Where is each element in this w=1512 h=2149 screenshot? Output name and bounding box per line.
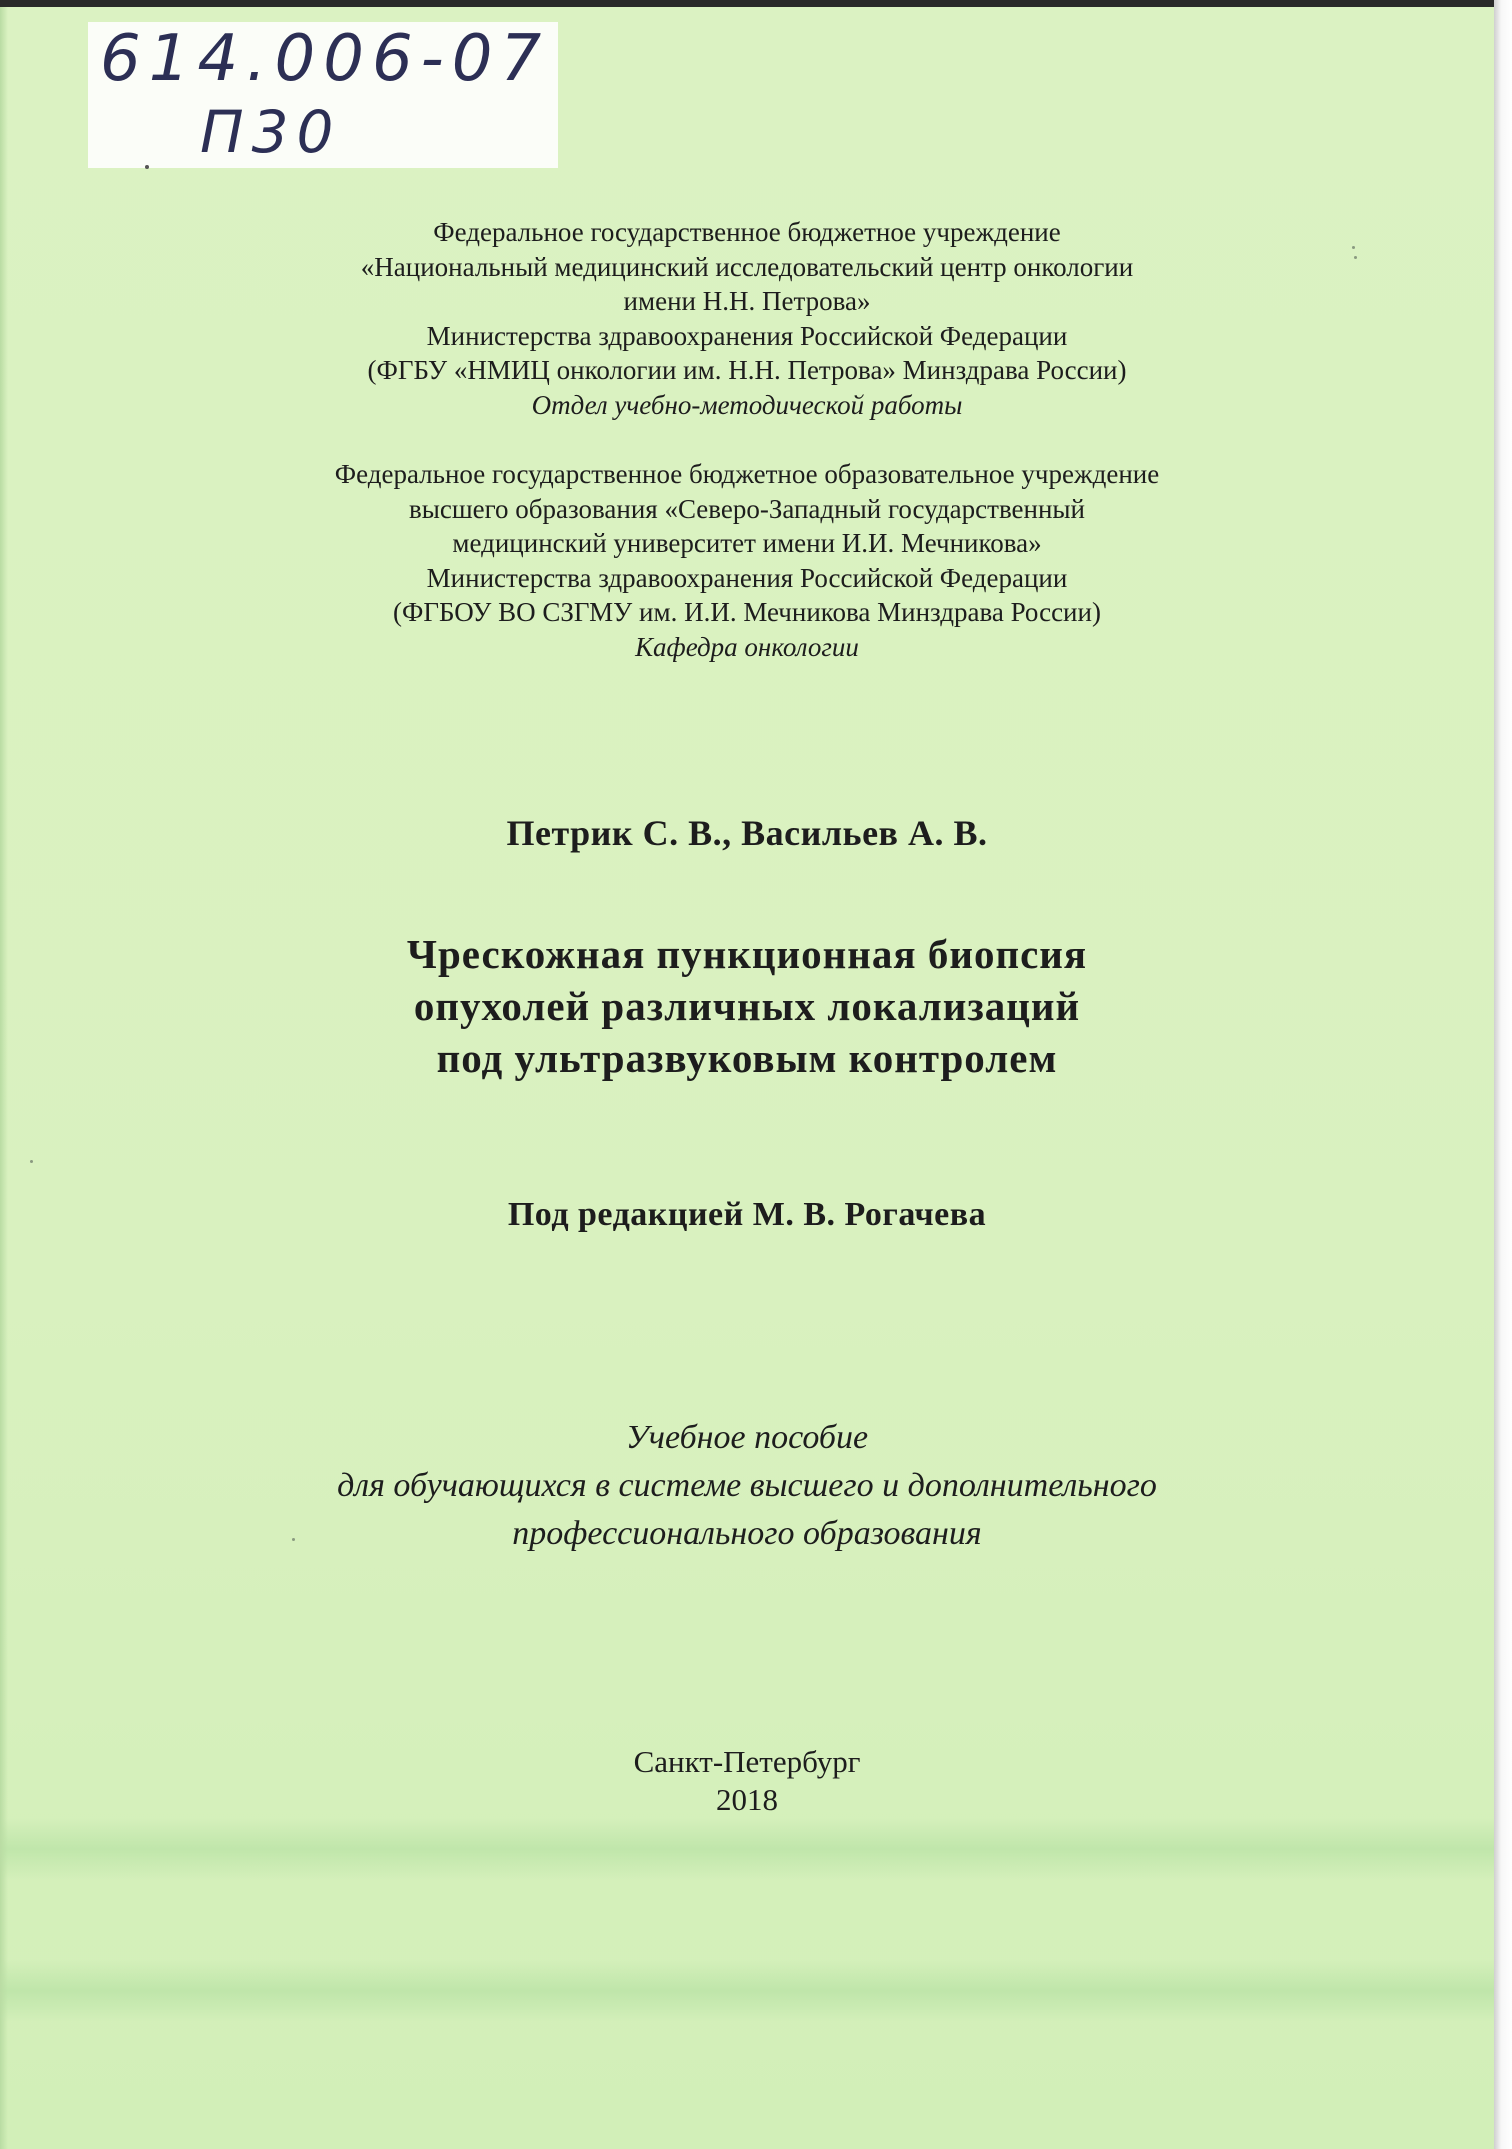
purpose-line3: профессионального образования	[512, 1515, 982, 1552]
imprint	[0, 1743, 1494, 1819]
org2-line3: медицинский университет имени И.И. Мечникова»	[452, 528, 1042, 558]
purpose-line2: для обучающихся в системе высшего и дополнительного	[337, 1467, 1157, 1504]
purpose-line1: Учебное пособие	[625, 1419, 869, 1456]
imprint-city: Санкт-Петербург	[633, 1744, 861, 1779]
org1-line4: Министерства здравоохранения Российской Федерации	[426, 320, 1068, 351]
scan-band	[0, 1960, 1494, 2022]
publication-purpose	[0, 1414, 1494, 1558]
scan-right-strip	[1494, 0, 1512, 2149]
scan-top-border	[0, 0, 1512, 7]
org1-line2: «Национальный медицинский исследовательский центр онкологии	[360, 251, 1134, 282]
scan-speck	[292, 1538, 295, 1541]
scan-speck	[1352, 246, 1355, 249]
org2-line2: высшего образования «Северо-Западный государственный	[408, 493, 1086, 524]
org1-line5: (ФГБУ «НМИЦ онкологии им. Н.Н. Петрова» Минздрава России)	[367, 355, 1127, 385]
org1-line3: имени Н.Н. Петрова»	[623, 286, 871, 316]
handwritten-classification-code: 614.006-07	[100, 22, 550, 96]
org1-line1: Федеральное государственное бюджетное учреждение	[433, 217, 1061, 247]
ink-dot	[145, 165, 149, 169]
org2-line5: (ФГБОУ ВО СЗГМУ им. И.И. Мечникова Минздрава России)	[393, 597, 1101, 627]
imprint-year: 2018	[716, 1782, 778, 1817]
title-line1: Чрескожная пункционная биопсия	[406, 931, 1088, 977]
organization-block-1	[0, 215, 1494, 422]
org2-department: Кафедра онкологии	[635, 631, 859, 662]
title-line3: под ультразвуковым контролем	[436, 1035, 1058, 1081]
organization-block-2	[0, 457, 1494, 664]
org2-line4: Министерства здравоохранения Российской Федерации	[426, 562, 1068, 593]
scan-band	[0, 1818, 1494, 1880]
handwritten-shelf-number: П30	[200, 98, 342, 166]
editor: Под редакцией М. В. Рогачева	[507, 1196, 987, 1233]
scan-speck	[1354, 256, 1357, 259]
org2-line1: Федеральное государственное бюджетное образовательное учреждение	[334, 459, 1160, 489]
scan-speck	[30, 1160, 33, 1163]
authors: Петрик С. В., Васильев А. В.	[506, 813, 988, 853]
title-line2: опухолей различных локализаций	[413, 983, 1081, 1029]
org1-department: Отдел учебно-методической работы	[531, 389, 963, 420]
book-title	[0, 928, 1494, 1084]
